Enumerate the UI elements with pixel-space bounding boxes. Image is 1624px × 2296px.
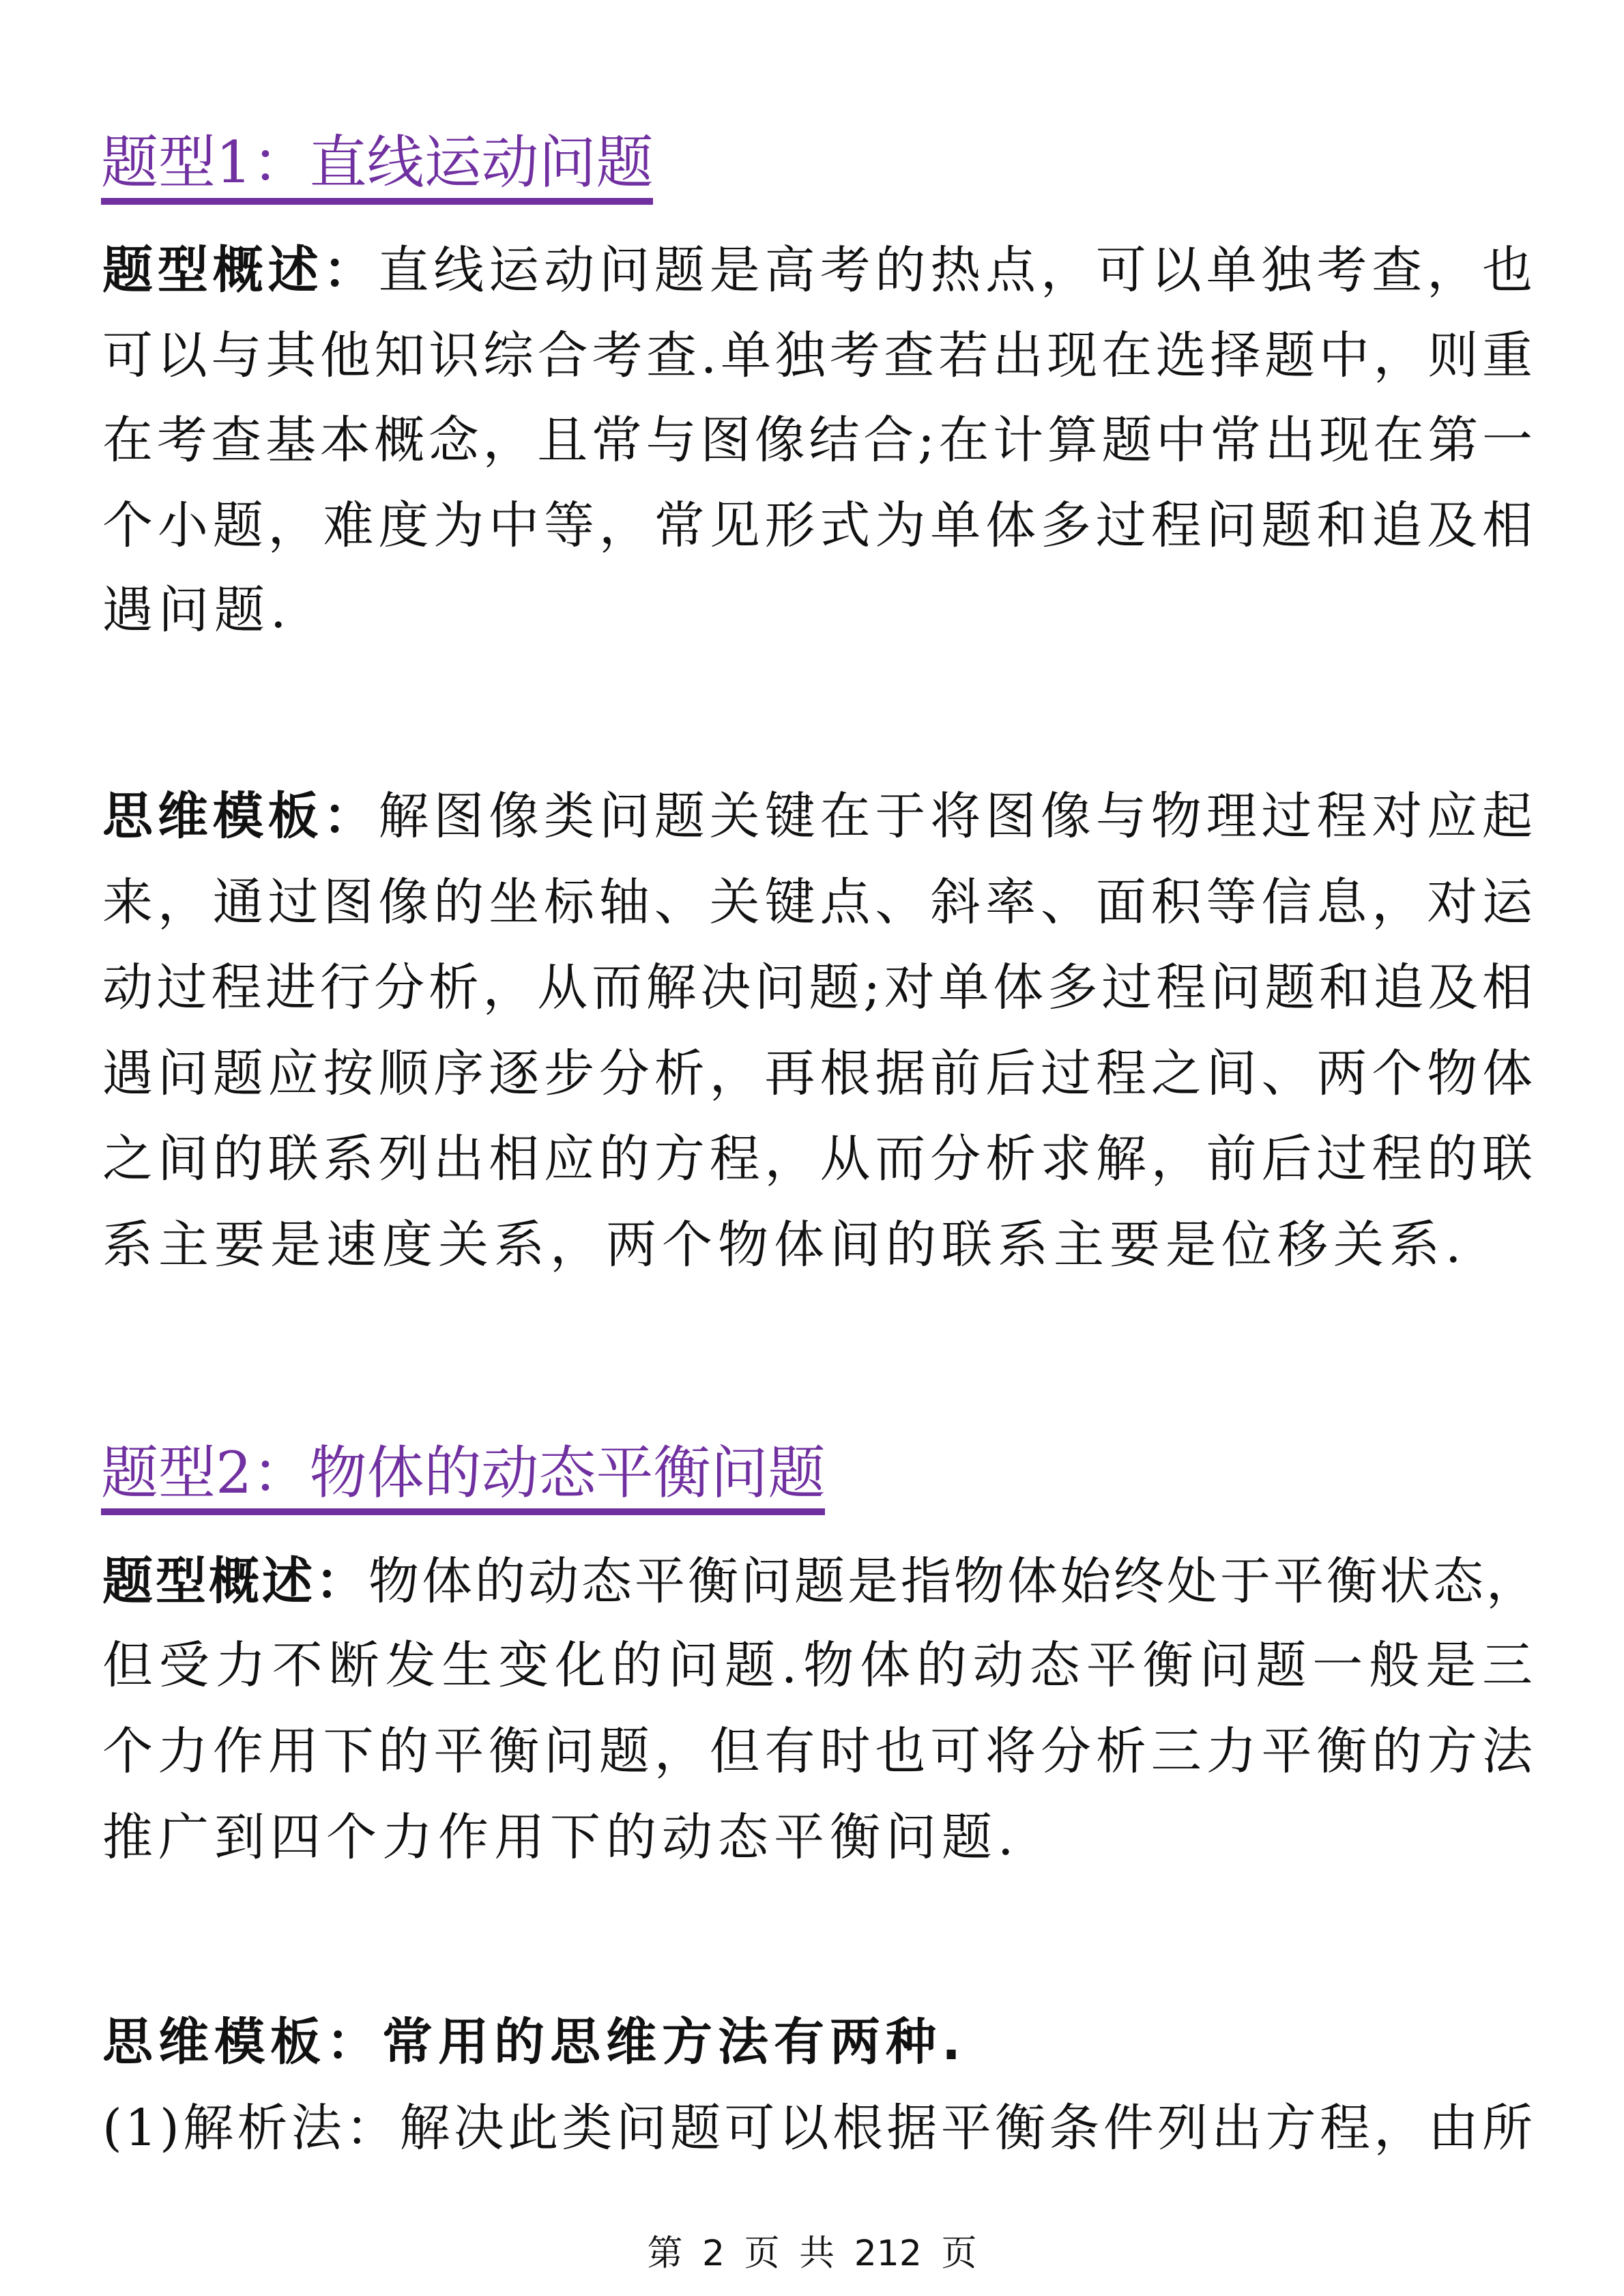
template-heading-text: 常用的思维方法有两种.: [382, 2013, 967, 2071]
section1-overview-line: 个小题，难度为中等，常见形式为单体多过程问题和追及相: [102, 496, 1535, 555]
section2-overview-line: 但受力不断发生变化的问题.物体的动态平衡问题一般是三: [102, 1636, 1535, 1695]
section2-template-line: (1)解析法：解决此类问题可以根据平衡条件列出方程，由所: [102, 2099, 1535, 2157]
section1-template-line: 系主要是速度关系，两个物体间的联系主要是位移关系.: [102, 1216, 1467, 1274]
section1-template-line: 来，通过图像的坐标轴、关键点、斜率、面积等信息，对运: [102, 873, 1535, 932]
section1-template-line: 遇问题应按顺序逐步分析，再根据前后过程之间、两个物体: [102, 1044, 1535, 1103]
section1-template-line: 动过程进行分析，从而解决问题;对单体多过程问题和追及相: [102, 958, 1535, 1017]
template-label: 思维模板：: [102, 787, 379, 846]
section1-template-line: 之间的联系列出相应的方程，从而分析求解，前后过程的联: [102, 1130, 1535, 1188]
section1-overview-line: [102, 228, 1535, 313]
template-text: 解图像类问题关键在于将图像与物理过程对应起: [378, 787, 1536, 846]
section2-template-heading: [102, 2000, 1535, 2085]
section2-overview-line: [102, 1539, 1539, 1624]
section1-overview-line: 可以与其他知识综合考查.单独考查若出现在选择题中，则重: [102, 326, 1535, 385]
section1-title: 题型1：直线运动问题: [101, 128, 653, 205]
section2-overview-line: 个力作用下的平衡问题，但有时也可将分析三力平衡的方法: [102, 1722, 1535, 1781]
page-number: 第 2 页 共 212 页: [647, 2233, 977, 2274]
template-label: 思维模板：: [102, 2013, 382, 2071]
overview-label: 题型概述：: [102, 241, 379, 300]
section2-overview-line: 推广到四个力作用下的动态平衡问题.: [102, 1808, 1019, 1867]
overview-label: 题型概述：: [102, 1552, 368, 1611]
section1-overview-line: 遇问题.: [102, 581, 292, 640]
overview-text: 直线运动问题是高考的热点，可以单独考查，也: [378, 241, 1536, 300]
section1-overview-line: 在考查基本概念，且常与图像结合;在计算题中常出现在第一: [102, 411, 1535, 470]
overview-text: 物体的动态平衡问题是指物体始终处于平衡状态，: [368, 1552, 1539, 1611]
section2-title: 题型2：物体的动态平衡问题: [101, 1439, 825, 1515]
section1-template-line: [102, 774, 1535, 859]
